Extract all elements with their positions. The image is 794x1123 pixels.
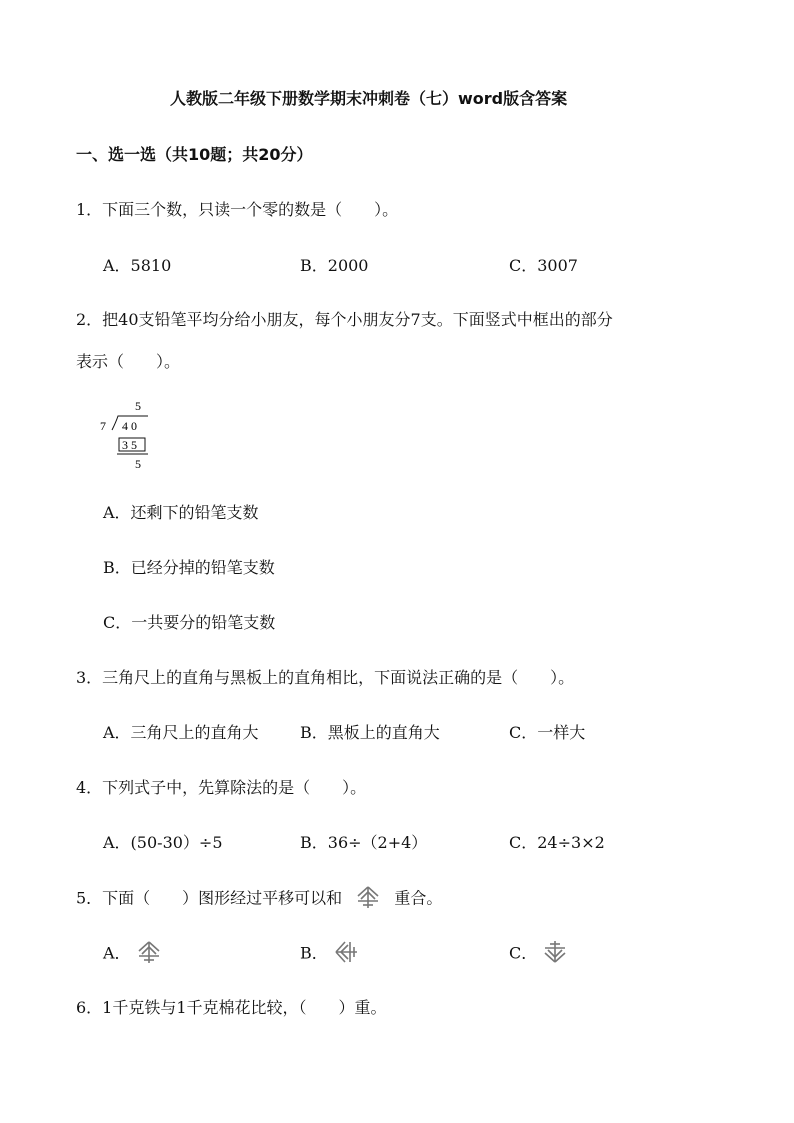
question-5-option-c-label: C． bbox=[509, 943, 538, 963]
question-4-option-b[interactable]: B．36÷（2+4） bbox=[300, 833, 428, 852]
question-5-option-b[interactable] bbox=[300, 940, 359, 968]
question-3-option-b[interactable]: B．黑板上的直角大 bbox=[300, 723, 440, 742]
question-5-option-a[interactable] bbox=[103, 940, 162, 968]
question-5-stem bbox=[76, 885, 442, 913]
question-1-option-a[interactable]: A．5810 bbox=[103, 256, 172, 275]
division-divisor: 7 bbox=[100, 419, 106, 433]
question-3-option-c[interactable]: C．一样大 bbox=[509, 723, 586, 742]
long-division-figure bbox=[96, 396, 156, 476]
question-1-option-c[interactable]: C．3007 bbox=[509, 256, 578, 275]
question-2-option-a[interactable]: A．还剩下的铅笔支数 bbox=[103, 503, 259, 522]
question-4-option-c[interactable]: C．24÷3×2 bbox=[509, 833, 605, 852]
tree-shape-reference-icon bbox=[355, 885, 381, 913]
question-2-option-c[interactable]: C．一共要分的铅笔支数 bbox=[103, 613, 276, 632]
division-product: 35 bbox=[122, 438, 140, 452]
question-5-option-b-label: B． bbox=[300, 943, 328, 963]
question-3-option-a[interactable]: A．三角尺上的直角大 bbox=[103, 723, 259, 742]
question-3-stem: 3．三角尺上的直角与黑板上的直角相比，下面说法正确的是（ ）。 bbox=[76, 668, 575, 687]
question-5-option-a-label: A． bbox=[103, 943, 131, 963]
question-5-stem-before: 5．下面（ ）图形经过平移可以和 bbox=[76, 888, 343, 908]
question-6-stem: 6．1千克铁与1千克棉花比较，（ ）重。 bbox=[76, 998, 387, 1017]
question-4-option-a[interactable]: A．(50-30）÷5 bbox=[103, 833, 223, 852]
question-1-option-b[interactable]: B．2000 bbox=[300, 256, 369, 275]
question-2-stem-line2: 表示（ ）。 bbox=[76, 352, 181, 371]
division-quotient: 5 bbox=[135, 399, 141, 413]
tree-shape-upright-icon bbox=[136, 940, 162, 968]
tree-shape-flipped-icon bbox=[542, 940, 568, 968]
question-4-stem: 4．下列式子中，先算除法的是（ ）。 bbox=[76, 778, 367, 797]
question-1-stem: 1．下面三个数，只读一个零的数是（ ）。 bbox=[76, 200, 399, 219]
question-2-option-b[interactable]: B．已经分掉的铅笔支数 bbox=[103, 558, 275, 577]
division-remainder: 5 bbox=[135, 457, 141, 471]
question-2-stem-line1: 2．把40支铅笔平均分给小朋友，每个小朋友分7支。下面竖式中框出的部分 bbox=[76, 310, 613, 329]
page-title: 人教版二年级下册数学期末冲刺卷（七）word版含答案 bbox=[170, 89, 568, 108]
question-5-option-c[interactable] bbox=[509, 940, 568, 968]
question-5-stem-after: 重合。 bbox=[394, 888, 443, 908]
section-heading: 一、选一选（共10题；共20分） bbox=[76, 145, 313, 164]
tree-shape-rotated-icon bbox=[333, 940, 359, 968]
division-dividend: 40 bbox=[122, 419, 140, 433]
